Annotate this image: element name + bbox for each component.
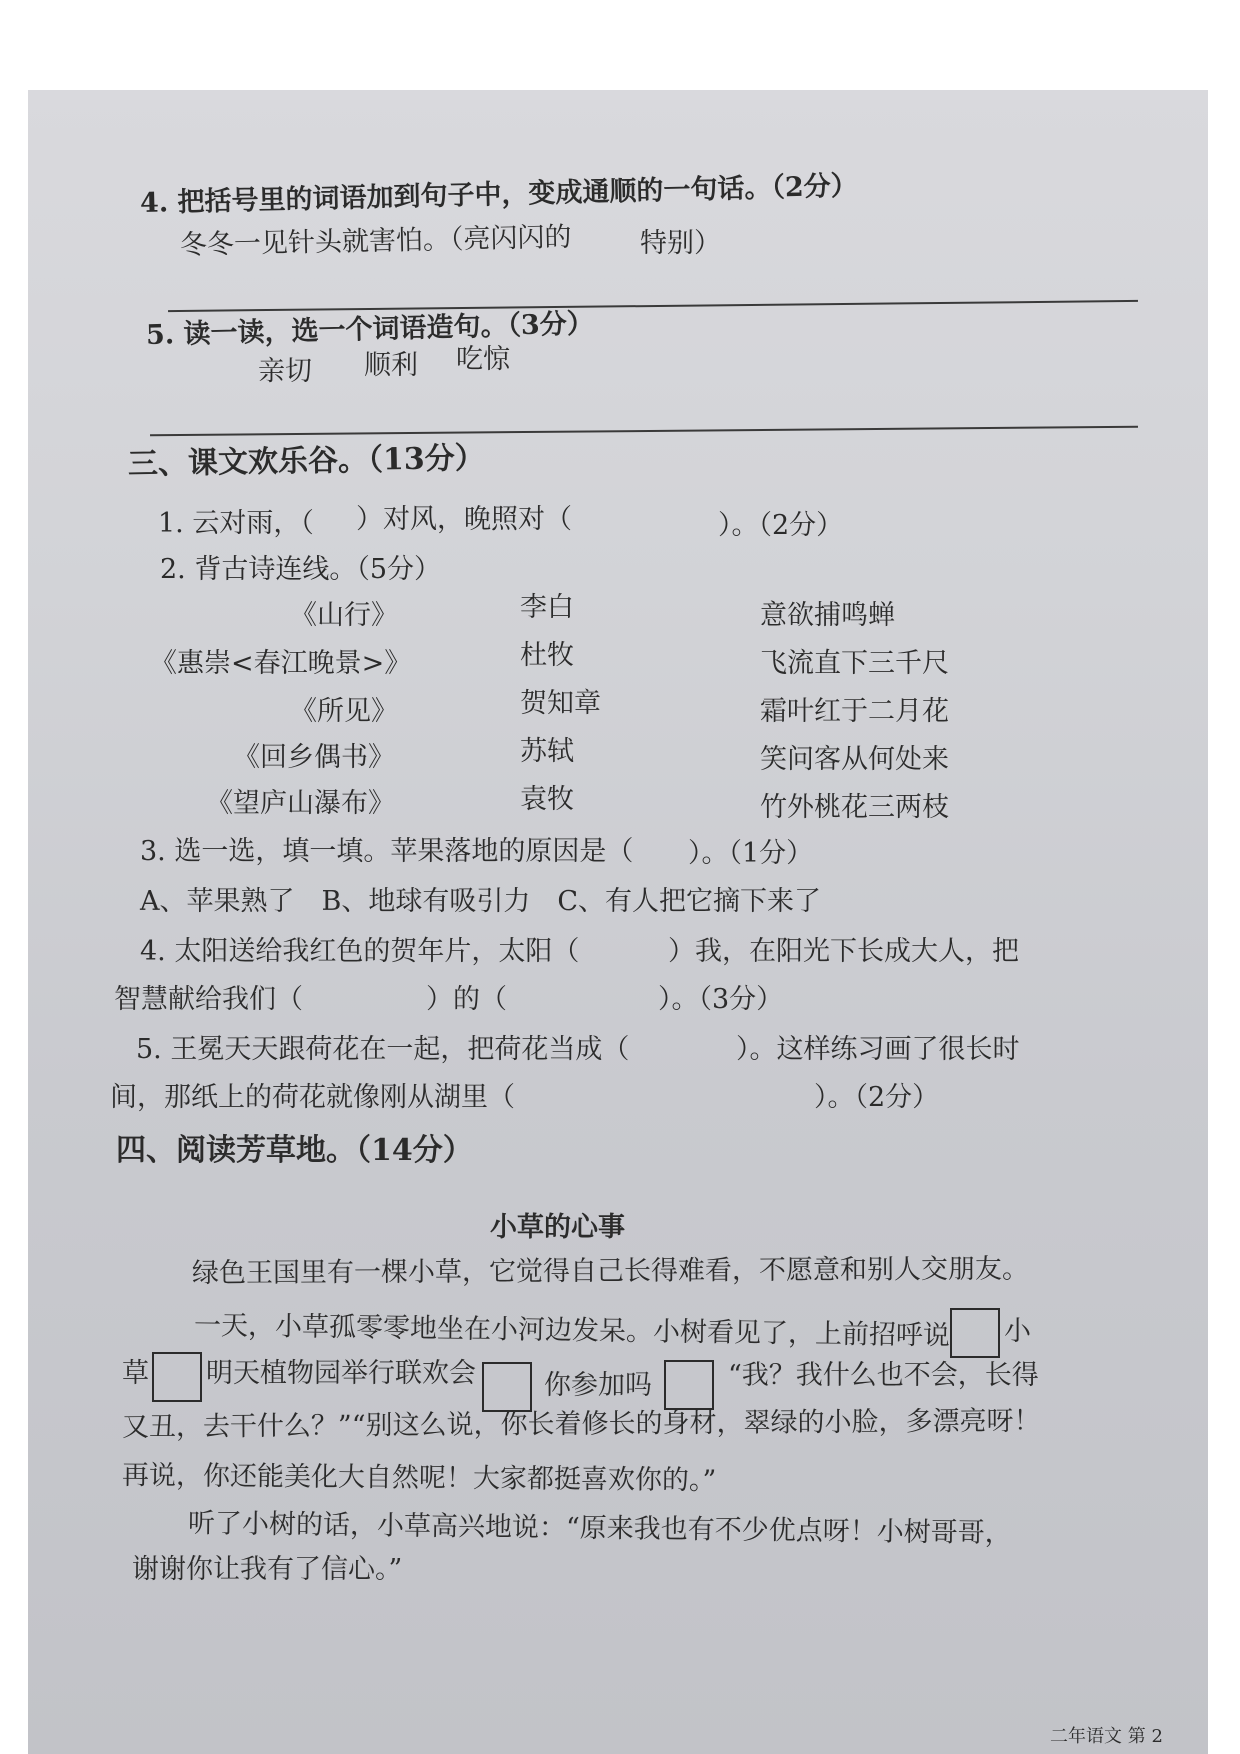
p3-q4-d: ）的（ [426,984,507,1015]
poet-5: 袁牧 [520,784,574,815]
story-p3b: 明天植物园举行联欢会 [206,1358,476,1389]
p3-q5-a: 5. 王冕天天跟荷花在一起，把荷花当成（ [136,1034,630,1065]
p3-q2-prompt: 2. 背古诗连线。（5分） [160,554,442,585]
poet-4: 苏轼 [520,736,574,767]
p3-q1-b: ）对风，晚照对（ [356,504,572,535]
verse-1: 意欲捕鸣蝉 [760,600,895,631]
story-p3d: “我？我什么也不会，长得 [728,1360,1039,1391]
poem-3: 《所见》 [290,696,398,727]
q4-word2: 特别） [640,228,721,259]
p3-q5-d: ）。（2分） [814,1082,940,1113]
p3-q1-a: 1. 云对雨，（ [158,508,314,539]
p3-q4-a: 4. 太阳送给我红色的贺年片，太阳（ [140,936,580,967]
punctuation-box-3[interactable] [482,1362,532,1412]
q5-word-1: 亲切 [258,356,312,387]
verse-2: 飞流直下三千尺 [760,648,949,679]
q5-word-2: 顺利 [364,350,418,381]
poet-2: 杜牧 [520,640,574,671]
poem-1: 《山行》 [290,600,398,631]
poet-3: 贺知章 [520,688,601,719]
poem-4: 《回乡偶书》 [233,742,395,773]
poem-2: 《惠崇<春江晚景>》 [150,648,412,679]
q5-prompt: 5. 读一读，选一个词语造句。（3分） [145,308,595,351]
story-p3c: 你参加吗 [544,1370,652,1401]
story-p5: 再说，你还能美化大自然呢！大家都挺喜欢你的。” [121,1460,717,1497]
story-p4: 又丑，去干什么？”“别这么说，你长着修长的身材，翠绿的小脸，多漂亮呀！ [121,1405,1041,1443]
p3-q3-prompt: 3. 选一选，填一填。苹果落地的原因是（ [140,836,634,867]
story-p6: 听了小树的话，小草高兴地说：“原来我也有不少优点呀！小树哥哥， [187,1508,1012,1550]
p3-q5-c: 间，那纸上的荷花就像刚从湖里（ [110,1082,515,1113]
q5-answer-line [150,426,1138,437]
punctuation-box-4[interactable] [664,1360,714,1410]
story-p1: 绿色王国里有一棵小草，它觉得自己长得难看，不愿意和别人交朋友。 [191,1253,1030,1289]
p3-q3-options: A、苹果熟了 B、地球有吸引力 C、有人把它摘下来了 [140,886,821,917]
p3-q4-e: ）。（3分） [658,984,784,1015]
story-title: 小草的心事 [490,1212,625,1243]
story-p2b: 小 [1004,1316,1031,1347]
story-p2a: 一天，小草孤零零地坐在小河边发呆。小树看见了，上前招呼说 [193,1310,951,1352]
exam-page [28,90,1208,1754]
story-p7: 谢谢你让我有了信心。” [132,1554,403,1585]
section-4-title: 四、阅读芳草地。（14分） [116,1133,473,1168]
q4-prompt: 4. 把括号里的词语加到句子中，变成通顺的一句话。（2分） [139,170,859,219]
section-3-title: 三、课文欢乐谷。（13分） [127,440,485,482]
q4-sentence: 冬冬一见针头就害怕。（亮闪闪的 [179,221,572,261]
p3-q4-b: ）我，在阳光下长成大人，把 [668,936,1019,967]
q5-word-3: 吃惊 [456,344,510,375]
p3-q4-c: 智慧献给我们（ [114,984,303,1015]
p3-q1-c: ）。（2分） [718,510,844,541]
poet-1: 李白 [520,592,574,623]
verse-4: 笑问客从何处来 [760,744,949,775]
page-footer: 二年语文 第 2 [1050,1726,1163,1747]
verse-3: 霜叶红于二月花 [760,696,949,727]
q4-answer-line [168,300,1138,312]
p3-q5-b: ）。这样练习画了很长时 [736,1034,1020,1065]
p3-q3-tail: ）。（1分） [688,838,814,869]
story-p3a: 草 [122,1358,149,1389]
verse-5: 竹外桃花三两枝 [760,792,949,823]
poem-5: 《望庐山瀑布》 [206,788,395,819]
punctuation-box-1[interactable] [950,1308,1000,1358]
punctuation-box-2[interactable] [152,1352,202,1402]
